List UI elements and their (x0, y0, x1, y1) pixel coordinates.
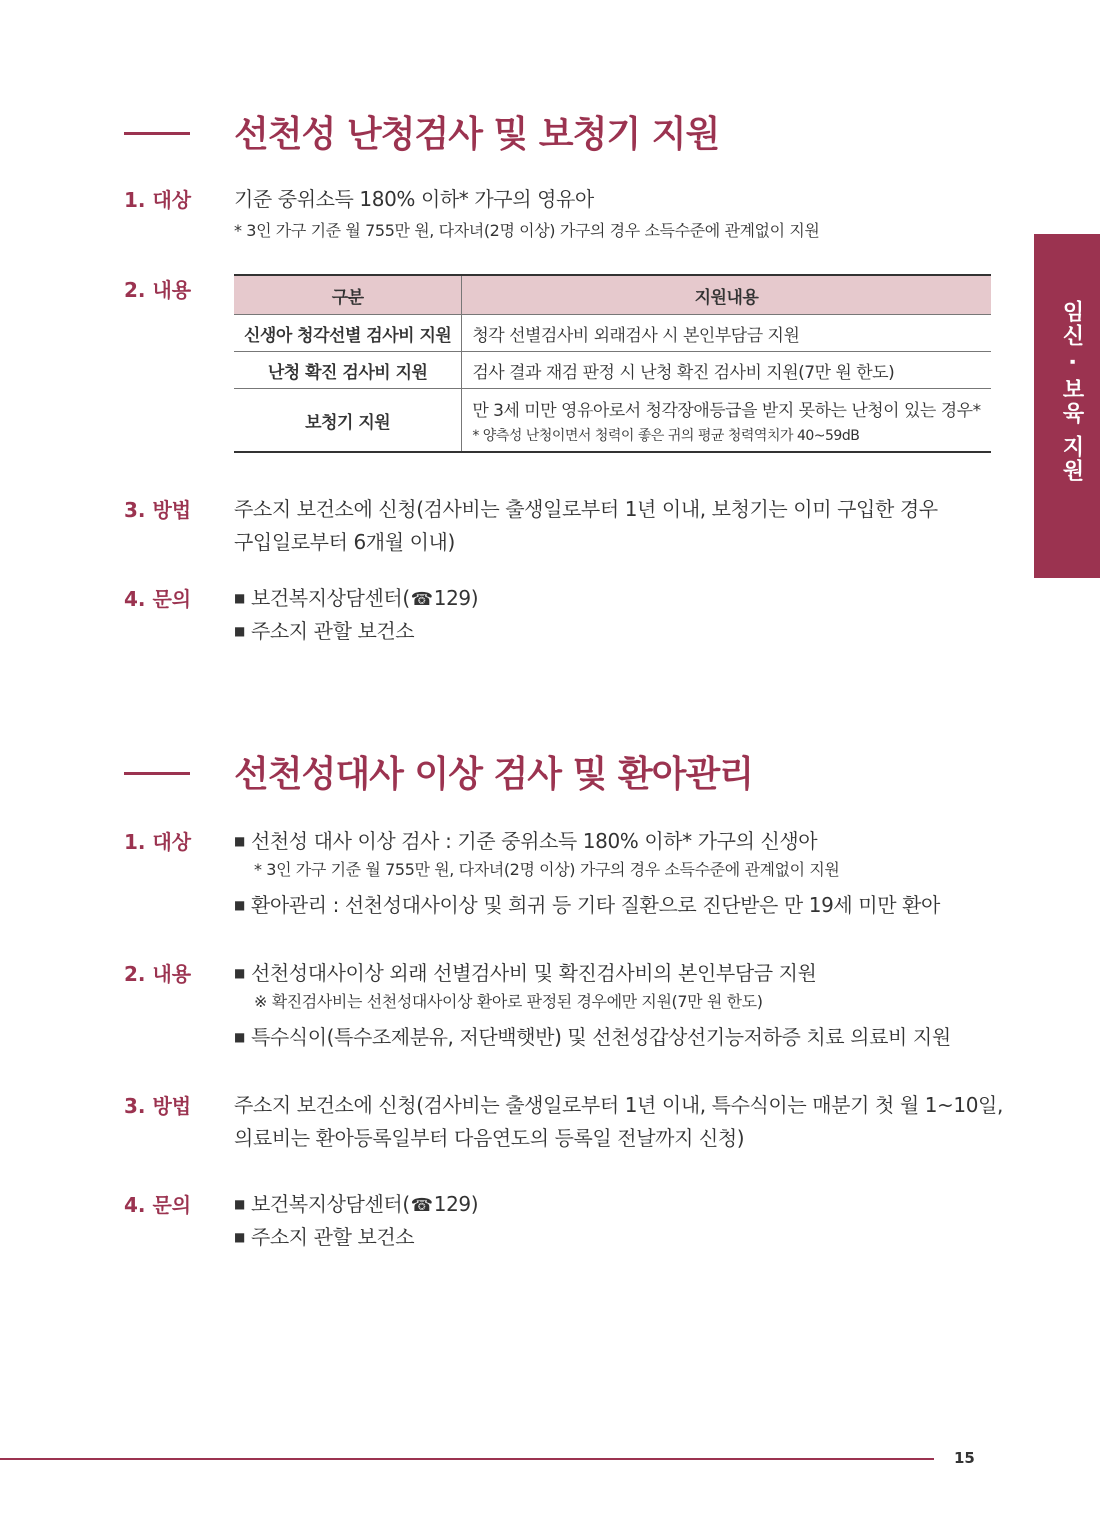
section-1-method-label: 3. 방법 (124, 498, 192, 522)
table-header: 지원내용 (462, 275, 991, 315)
inquiry-item (234, 1221, 414, 1250)
inquiry-item-number: 129) (433, 586, 479, 610)
title-dash (124, 772, 190, 775)
section-2-content-item: ■ 특수식이(특수조제분유, 저단백햇반) 및 선천성갑상선기능저하증 치료 의료비 지원 (234, 1021, 951, 1050)
section-2-target-item: ■ 환아관리 : 선천성대사이상 및 희귀 등 기타 질환으로 진단받은 만 19세 미만 환아 (234, 889, 940, 918)
section-1-target-note: * 3인 가구 기준 월 755만 원, 다자녀(2명 이상) 가구의 경우 소득수준에 관계없이 지원 (234, 221, 820, 240)
support-table (234, 274, 991, 453)
table-cell-detail-group (462, 389, 991, 453)
section-1-inquiry-label: 4. 문의 (124, 587, 192, 611)
table-cell-detail: 청각 선별검사비 외래검사 시 본인부담금 지원 (462, 315, 991, 352)
table-cell-category: 신생아 청각선별 검사비 지원 (234, 315, 462, 352)
inquiry-item (234, 1188, 478, 1217)
footer-line (0, 1458, 934, 1460)
inquiry-item-number: 129) (433, 1192, 479, 1216)
table-cell-detail: 만 3세 미만 영유아로서 청각장애등급을 받지 못하는 난청이 있는 경우* (472, 400, 981, 421)
section-2-target-item: ■ 선천성 대사 이상 검사 : 기준 중위소득 180% 이하* 가구의 신생아 (234, 825, 817, 854)
section-2-title: 선천성대사 이상 검사 및 환아관리 (234, 754, 753, 795)
section-1-method-line: 구입일로부터 6개월 이내) (234, 530, 455, 554)
table-header: 구분 (234, 275, 462, 315)
section-2-method-line: 주소지 보건소에 신청(검사비는 출생일로부터 1년 이내, 특수식이는 매분기 첫 월 1~10일, (234, 1093, 1003, 1117)
inquiry-item-text: 보건복지상담센터( (250, 1192, 410, 1216)
section-1-content-label: 2. 내용 (124, 278, 192, 302)
side-tab-label: 임신 · 보육 지원 (1059, 300, 1084, 484)
page-number: 15 (954, 1449, 975, 1467)
title-dash (124, 132, 190, 135)
section-1-header (0, 106, 1000, 166)
section-2-content-note: ※ 확진검사비는 선천성대사이상 환아로 판정된 경우에만 지원(7만 원 한도) (254, 992, 763, 1011)
table-cell-note: * 양측성 난청이면서 청력이 좋은 귀의 평균 청력역치가 40~59dB (472, 427, 860, 444)
phone-icon: ☎ (410, 589, 433, 610)
table-cell-category: 난청 확진 검사비 지원 (234, 352, 462, 389)
table-header-row (234, 275, 991, 315)
inquiry-item-text: 주소지 관할 보건소 (250, 619, 415, 643)
section-2-header (0, 746, 1000, 806)
section-1-target-text: 기준 중위소득 180% 이하* 가구의 영유아 (234, 187, 594, 211)
table-cell-category: 보청기 지원 (234, 389, 462, 453)
section-1-target-label: 1. 대상 (124, 188, 192, 212)
section-2-target-label: 1. 대상 (124, 830, 192, 854)
phone-icon: ☎ (410, 1195, 433, 1216)
section-2-content-label: 2. 내용 (124, 962, 192, 986)
section-2-inquiry-label: 4. 문의 (124, 1193, 192, 1217)
table-row (234, 389, 991, 453)
table-row (234, 352, 991, 389)
section-2-method-line: 의료비는 환아등록일부터 다음연도의 등록일 전날까지 신청) (234, 1126, 745, 1150)
section-1-method-line: 주소지 보건소에 신청(검사비는 출생일로부터 1년 이내, 보청기는 이미 구입한 경우 (234, 497, 938, 521)
table-row (234, 315, 991, 352)
table-cell-detail: 검사 결과 재검 판정 시 난청 확진 검사비 지원(7만 원 한도) (462, 352, 991, 389)
section-2-method-label: 3. 방법 (124, 1094, 192, 1118)
section-1-title: 선천성 난청검사 및 보청기 지원 (234, 114, 720, 155)
inquiry-item-text: 보건복지상담센터( (250, 586, 410, 610)
section-2-target-note: * 3인 가구 기준 월 755만 원, 다자녀(2명 이상) 가구의 경우 소득수준에 관계없이 지원 (254, 860, 840, 879)
inquiry-item-text: 주소지 관할 보건소 (250, 1225, 415, 1249)
inquiry-item (234, 582, 478, 611)
inquiry-item (234, 615, 414, 644)
section-2-content-item: ■ 선천성대사이상 외래 선별검사비 및 확진검사비의 본인부담금 지원 (234, 957, 816, 986)
